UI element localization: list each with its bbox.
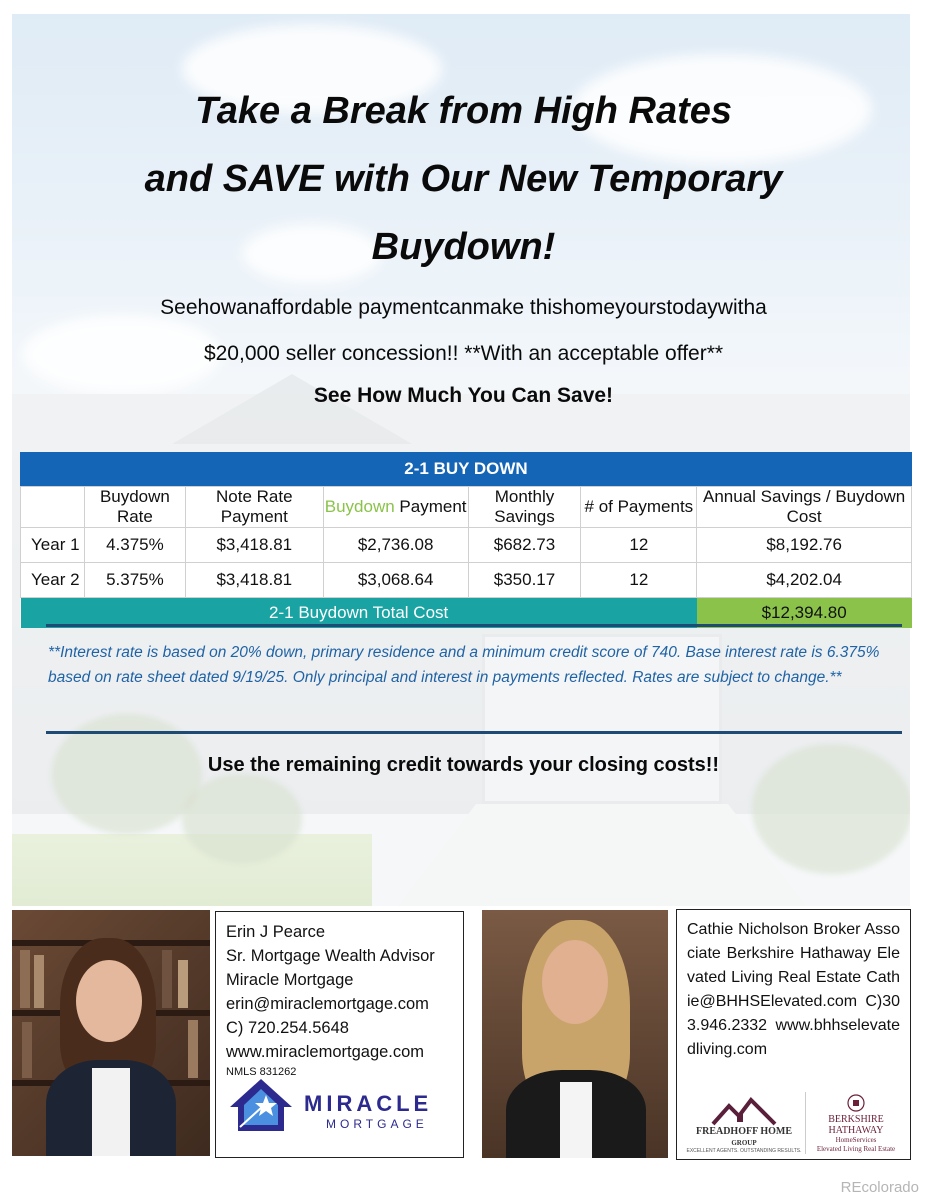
row-year-label: Year 1	[21, 528, 85, 563]
agent-bio: Cathie Nicholson Broker Associate Berkshire Hathaway Elevated Living Real Estate Cathie@BHHSElevated.com C)303.946.2332 www.bhhselevatedliving.com	[687, 921, 900, 1058]
table-row	[21, 563, 912, 598]
headline-line-3: Buydown!	[371, 226, 556, 268]
miracle-mortgage-logo	[228, 1077, 458, 1137]
header-monthly-savings: Monthly Savings	[468, 487, 581, 528]
freadhoff-name: FREADHOFF HOME GROUP	[695, 1126, 792, 1147]
row-annual-savings: $8,192.76	[697, 528, 912, 563]
bh-subtitle: HomeServices	[835, 1136, 877, 1144]
freadhoff-home-group-logo	[685, 1096, 803, 1154]
agent-photo	[482, 910, 668, 1158]
subhead-line-2: $20,000 seller concession!! **With an acceptable offer**	[203, 342, 724, 365]
miracle-house-star-icon	[228, 1077, 294, 1133]
lender-email-link[interactable]: erin@miraclemortgage.com	[226, 995, 429, 1013]
total-label: 2-1 Buydown Total Cost	[21, 598, 697, 628]
header-blank	[21, 487, 85, 528]
headline-line-2: and SAVE with Our New Temporary	[144, 158, 783, 200]
rate-disclaimer: **Interest rate is based on 20% down, primary residence and a minimum credit score of 740. Base interest rate is 6.375% based on rate sheet dated 9/19/25. Only principal and interest in payments reflected. Rates are subject to change.**	[48, 644, 880, 686]
row-year-label: Year 2	[21, 563, 85, 598]
row-num-payments: 12	[581, 563, 697, 598]
lender-name: Erin J Pearce	[226, 923, 326, 941]
header-buydown-word: Buydown	[324, 497, 395, 516]
miracle-logo-sub: MORTGAGE	[326, 1117, 428, 1131]
divider-bottom	[46, 731, 902, 734]
row-monthly-savings: $682.73	[468, 528, 581, 563]
bh-name: BERKSHIRE HATHAWAY	[828, 1114, 884, 1136]
table-row	[21, 528, 912, 563]
header-payment-word: Payment	[399, 497, 467, 516]
row-note-rate-payment: $3,418.81	[185, 528, 323, 563]
header-num-payments: # of Payments	[581, 487, 697, 528]
divider-top	[46, 624, 902, 627]
closing-credit-note: Use the remaining credit towards your closing costs!!	[207, 754, 720, 776]
row-monthly-savings: $350.17	[468, 563, 581, 598]
row-buydown-payment: $3,068.64	[323, 563, 468, 598]
lender-company: Miracle Mortgage	[226, 971, 354, 989]
miracle-logo-word: MIRACLE	[304, 1091, 433, 1116]
recolorado-watermark: REcolorado	[840, 1179, 919, 1196]
row-note-rate-payment: $3,418.81	[185, 563, 323, 598]
table-total-row	[21, 598, 912, 628]
lender-contact-card	[215, 911, 464, 1158]
lender-website-link[interactable]: www.miraclemortgage.com	[226, 1043, 425, 1061]
row-annual-savings: $4,202.04	[697, 563, 912, 598]
save-callout: See How Much You Can Save!	[313, 384, 614, 407]
subhead-line-1: Seehowanaffordable paymentcanmake thishomeyourstodaywitha	[160, 296, 767, 319]
table-header-row	[21, 487, 912, 528]
freadhoff-tagline: EXCELLENT AGENTS. OUTSTANDING RESULTS.	[686, 1148, 802, 1154]
row-buydown-payment: $2,736.08	[323, 528, 468, 563]
row-num-payments: 12	[581, 528, 697, 563]
freadhoff-house-icon	[709, 1096, 779, 1126]
agent-contact-card	[676, 909, 911, 1160]
header-buydown-rate: Buydown Rate	[84, 487, 185, 528]
header-buydown-payment	[323, 487, 468, 528]
lender-title: Sr. Mortgage Wealth Advisor	[226, 947, 435, 965]
buydown-table-title: 2-1 BUY DOWN	[20, 452, 912, 486]
berkshire-crest-icon	[847, 1094, 865, 1112]
berkshire-hathaway-logo	[805, 1092, 905, 1154]
header-note-rate-payment: Note Rate Payment	[185, 487, 323, 528]
header-annual-savings: Annual Savings / Buydown Cost	[697, 487, 912, 528]
lender-nmls: NMLS 831262	[226, 1066, 297, 1078]
lender-phone[interactable]: C) 720.254.5648	[226, 1019, 349, 1037]
bh-elevated-living: Elevated Living Real Estate	[816, 1145, 896, 1153]
row-buydown-rate: 4.375%	[84, 528, 185, 563]
headline-line-1: Take a Break from High Rates	[194, 90, 733, 132]
buydown-table	[20, 452, 912, 628]
row-buydown-rate: 5.375%	[84, 563, 185, 598]
lender-photo	[12, 910, 210, 1156]
total-value: $12,394.80	[697, 598, 912, 628]
